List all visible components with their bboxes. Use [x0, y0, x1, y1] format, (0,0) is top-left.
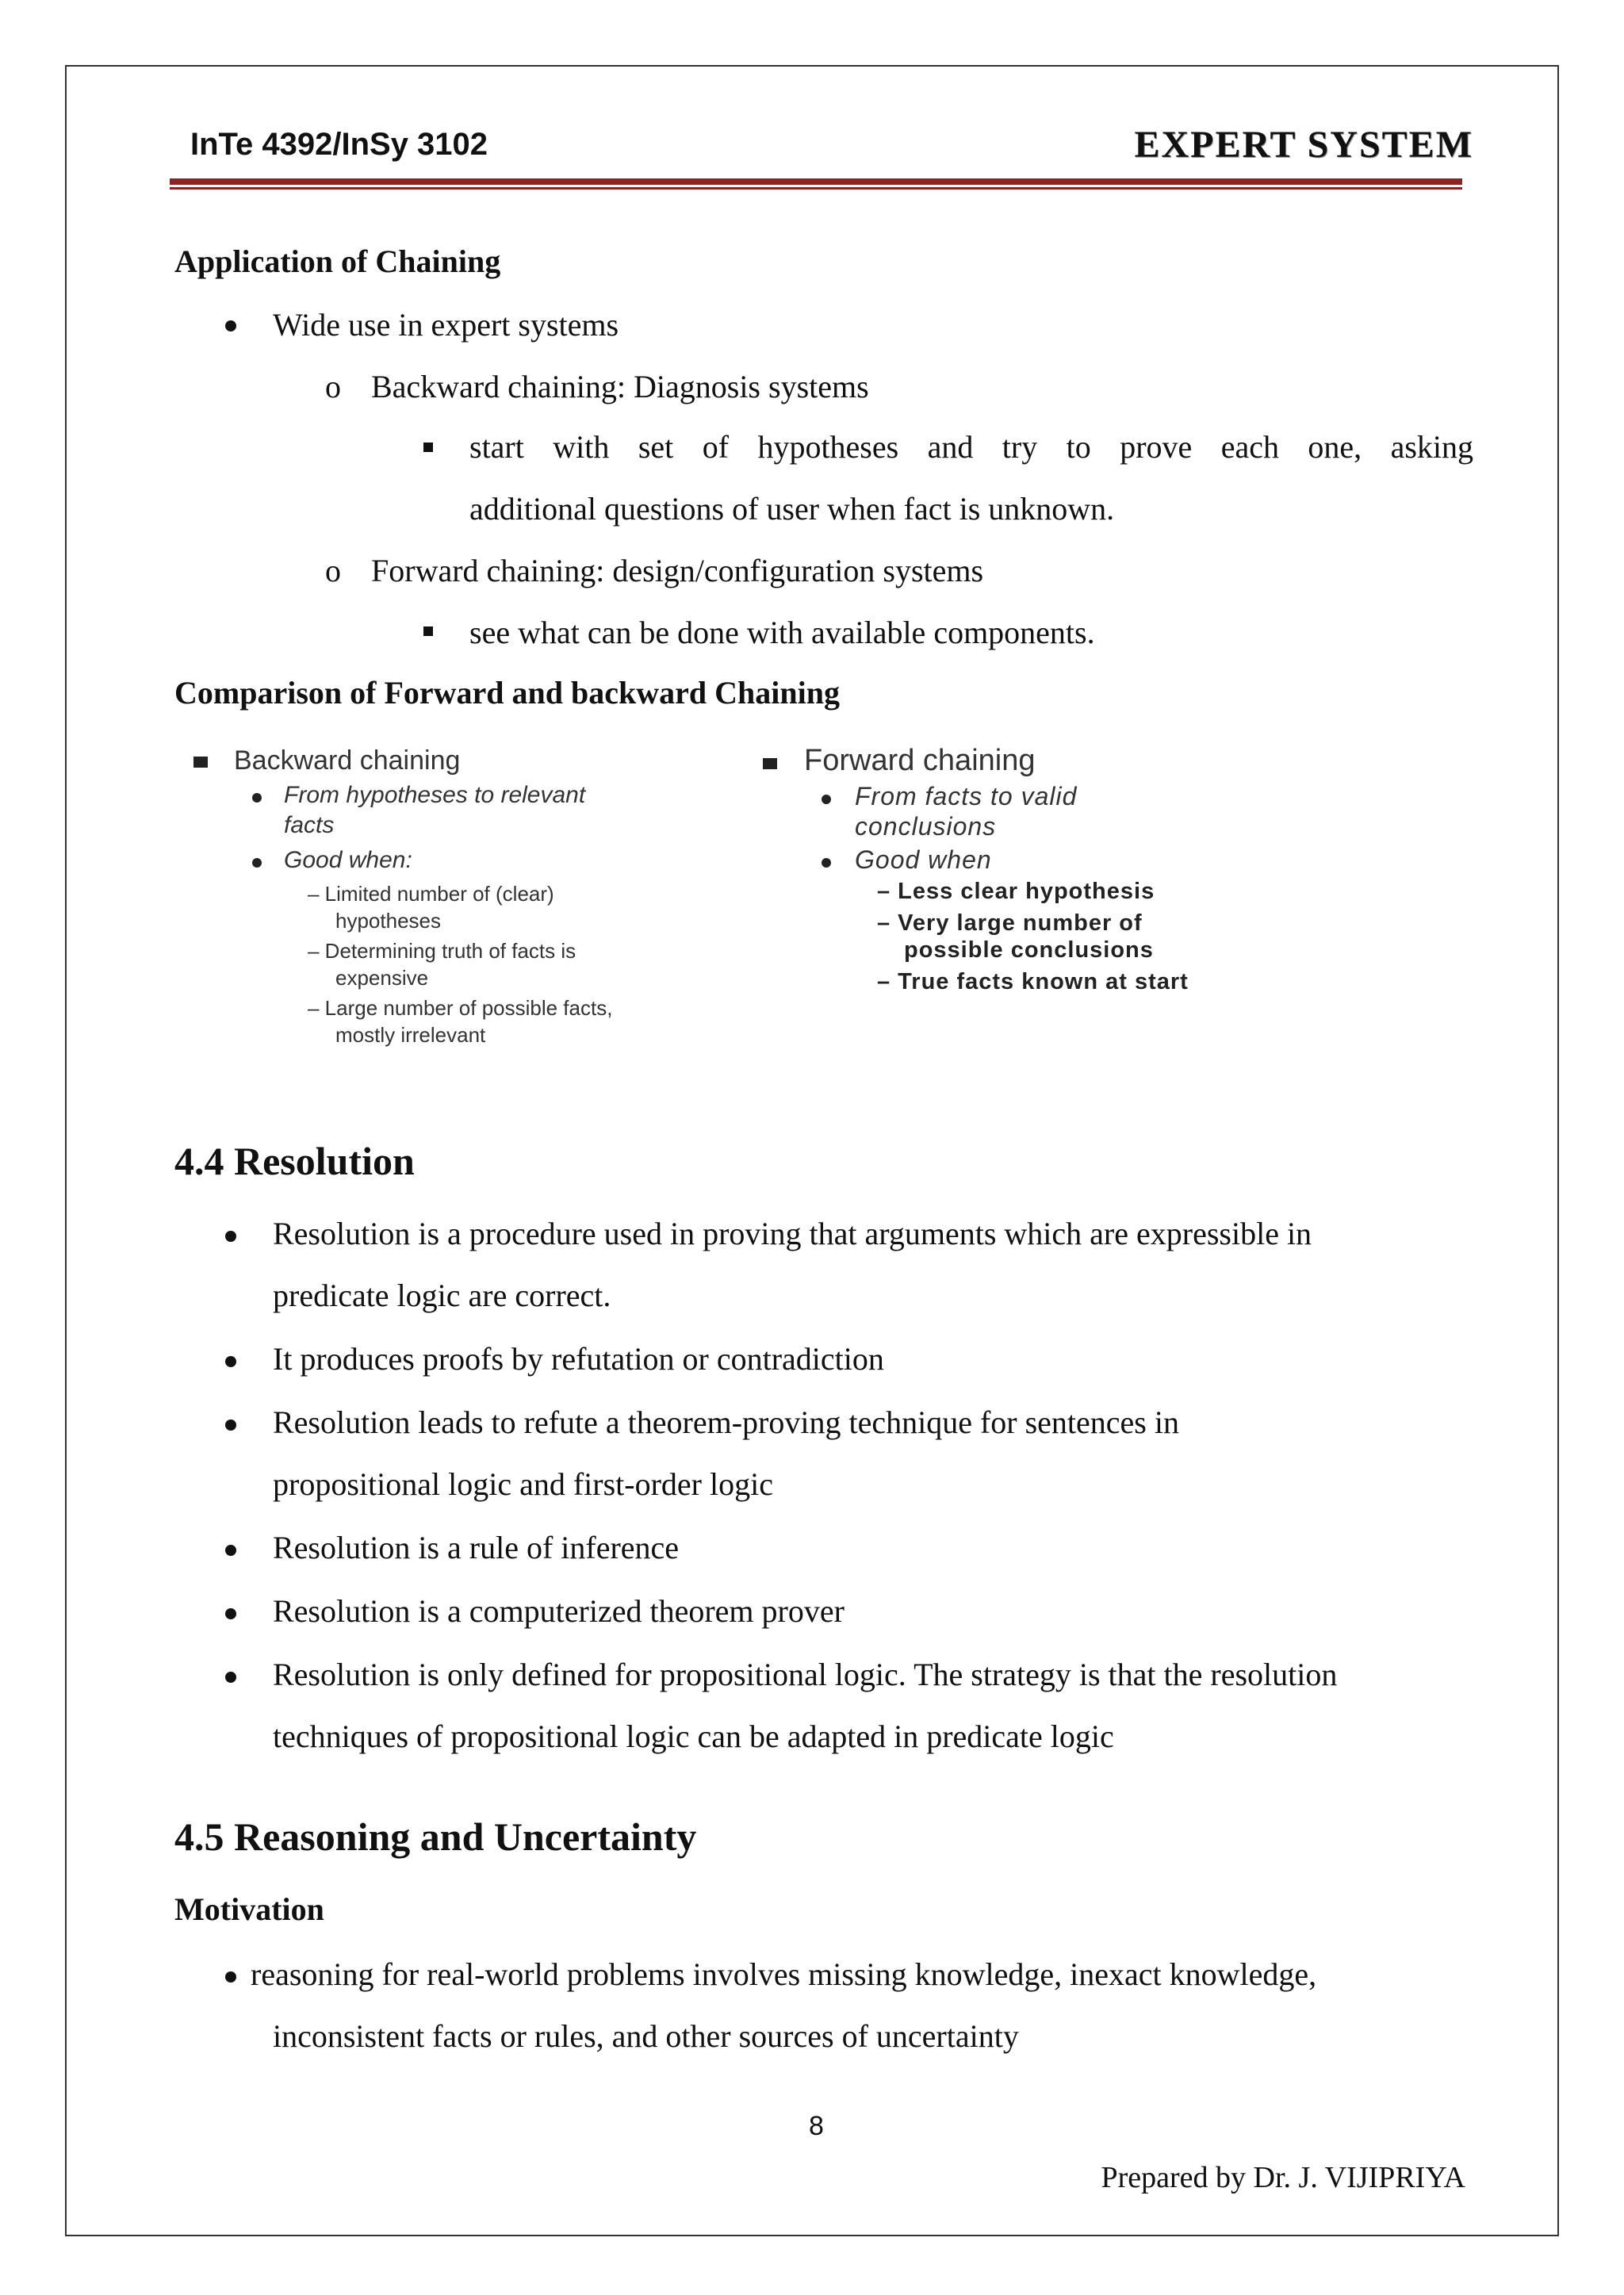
- page-number: 8: [809, 2111, 824, 2141]
- backward-sub1-line1: – Limited number of (clear): [308, 882, 554, 906]
- author-credit: Prepared by Dr. J. VIJIPRIYA: [1101, 2161, 1465, 2194]
- forward-sub3: – True facts known at start: [877, 969, 1189, 994]
- backward-title: Backward chaining: [234, 745, 461, 776]
- resolution-p4: Resolution is a rule of inference: [273, 1530, 680, 1565]
- motivation-heading: Motivation: [174, 1891, 324, 1927]
- circle-bullet-icon: o: [325, 369, 341, 404]
- application-bullet1: Wide use in expert systems: [273, 307, 619, 343]
- bullet-dot-icon: [225, 1545, 236, 1556]
- backward-sub1-line2: hypotheses: [335, 909, 441, 933]
- backward-sub2-line2: expensive: [335, 966, 429, 990]
- application-heading: Application of Chaining: [174, 243, 501, 279]
- resolution-p1-line1: Resolution is a procedure used in proving that arguments which are expressible in: [273, 1216, 1312, 1251]
- backward-item2: Good when:: [284, 847, 412, 873]
- square-bullet-icon: [423, 626, 433, 636]
- bullet-dot-icon: [822, 795, 831, 804]
- bullet-dot-icon: [225, 320, 236, 331]
- backward-use-detail-line2: additional questions of user when fact is unknown.: [469, 491, 1115, 527]
- course-code: InTe 4392/InSy 3102: [190, 127, 488, 162]
- forward-item1-line1: From facts to valid: [855, 782, 1078, 810]
- square-bullet-icon: [763, 758, 777, 769]
- forward-use-detail: see what can be done with available components.: [469, 615, 1095, 650]
- backward-sub3-line1: – Large number of possible facts,: [308, 996, 613, 1020]
- resolution-p2: It produces proofs by refutation or contradiction: [273, 1341, 884, 1377]
- forward-item1-line2: conclusions: [855, 812, 997, 841]
- bullet-dot-icon: [225, 1420, 236, 1431]
- bullet-dot-icon: [252, 793, 262, 803]
- backward-item1-line1: From hypotheses to relevant: [284, 782, 586, 808]
- resolution-p3-line1: Resolution leads to refute a theorem-proving technique for sentences in: [273, 1404, 1179, 1440]
- forward-sub1: – Less clear hypothesis: [877, 879, 1155, 904]
- bullet-dot-icon: [225, 1608, 236, 1619]
- header-rule-thin: [170, 187, 1462, 190]
- bullet-dot-icon: [252, 858, 262, 868]
- circle-bullet-icon: o: [325, 553, 341, 588]
- backward-sub3-line2: mostly irrelevant: [335, 1023, 486, 1047]
- comparison-heading: Comparison of Forward and backward Chaining: [174, 675, 841, 711]
- bullet-dot-icon: [225, 1231, 236, 1242]
- backward-use: Backward chaining: Diagnosis systems: [371, 369, 869, 404]
- resolution-p1-line2: predicate logic are correct.: [273, 1278, 611, 1313]
- forward-sub2-line1: – Very large number of: [877, 910, 1143, 936]
- bullet-dot-icon: [822, 858, 831, 868]
- backward-item1-line2: facts: [284, 812, 335, 838]
- bullet-dot-icon: [225, 1672, 236, 1683]
- resolution-p3-line2: propositional logic and first-order logic: [273, 1466, 773, 1502]
- reasoning-heading: 4.5 Reasoning and Uncertainty: [174, 1814, 697, 1859]
- motivation-p1-line2: inconsistent facts or rules, and other sources of uncertainty: [273, 2018, 1019, 2054]
- forward-sub2-line2: possible conclusions: [904, 937, 1154, 963]
- motivation-p1-line1: reasoning for real-world problems involves missing knowledge, inexact knowledge,: [251, 1956, 1317, 1992]
- subject-title: EXPERT SYSTEM: [1134, 124, 1473, 166]
- resolution-p6-line1: Resolution is only defined for propositional logic. The strategy is that the resolution: [273, 1657, 1338, 1692]
- square-bullet-icon: [423, 443, 433, 452]
- forward-title: Forward chaining: [804, 744, 1036, 777]
- bullet-dot-icon: [225, 1971, 236, 1983]
- backward-use-detail-line1: start with set of hypotheses and try to prove each one, asking: [469, 429, 1473, 465]
- resolution-p6-line2: techniques of propositional logic can be adapted in predicate logic: [273, 1718, 1114, 1754]
- forward-item2: Good when: [855, 845, 992, 874]
- resolution-p5: Resolution is a computerized theorem prover: [273, 1593, 845, 1629]
- header-rule: [170, 178, 1462, 185]
- bullet-dot-icon: [225, 1356, 236, 1367]
- resolution-heading: 4.4 Resolution: [174, 1139, 415, 1183]
- square-bullet-icon: [193, 757, 208, 768]
- backward-sub2-line1: – Determining truth of facts is: [308, 939, 576, 963]
- forward-use: Forward chaining: design/configuration systems: [371, 553, 984, 588]
